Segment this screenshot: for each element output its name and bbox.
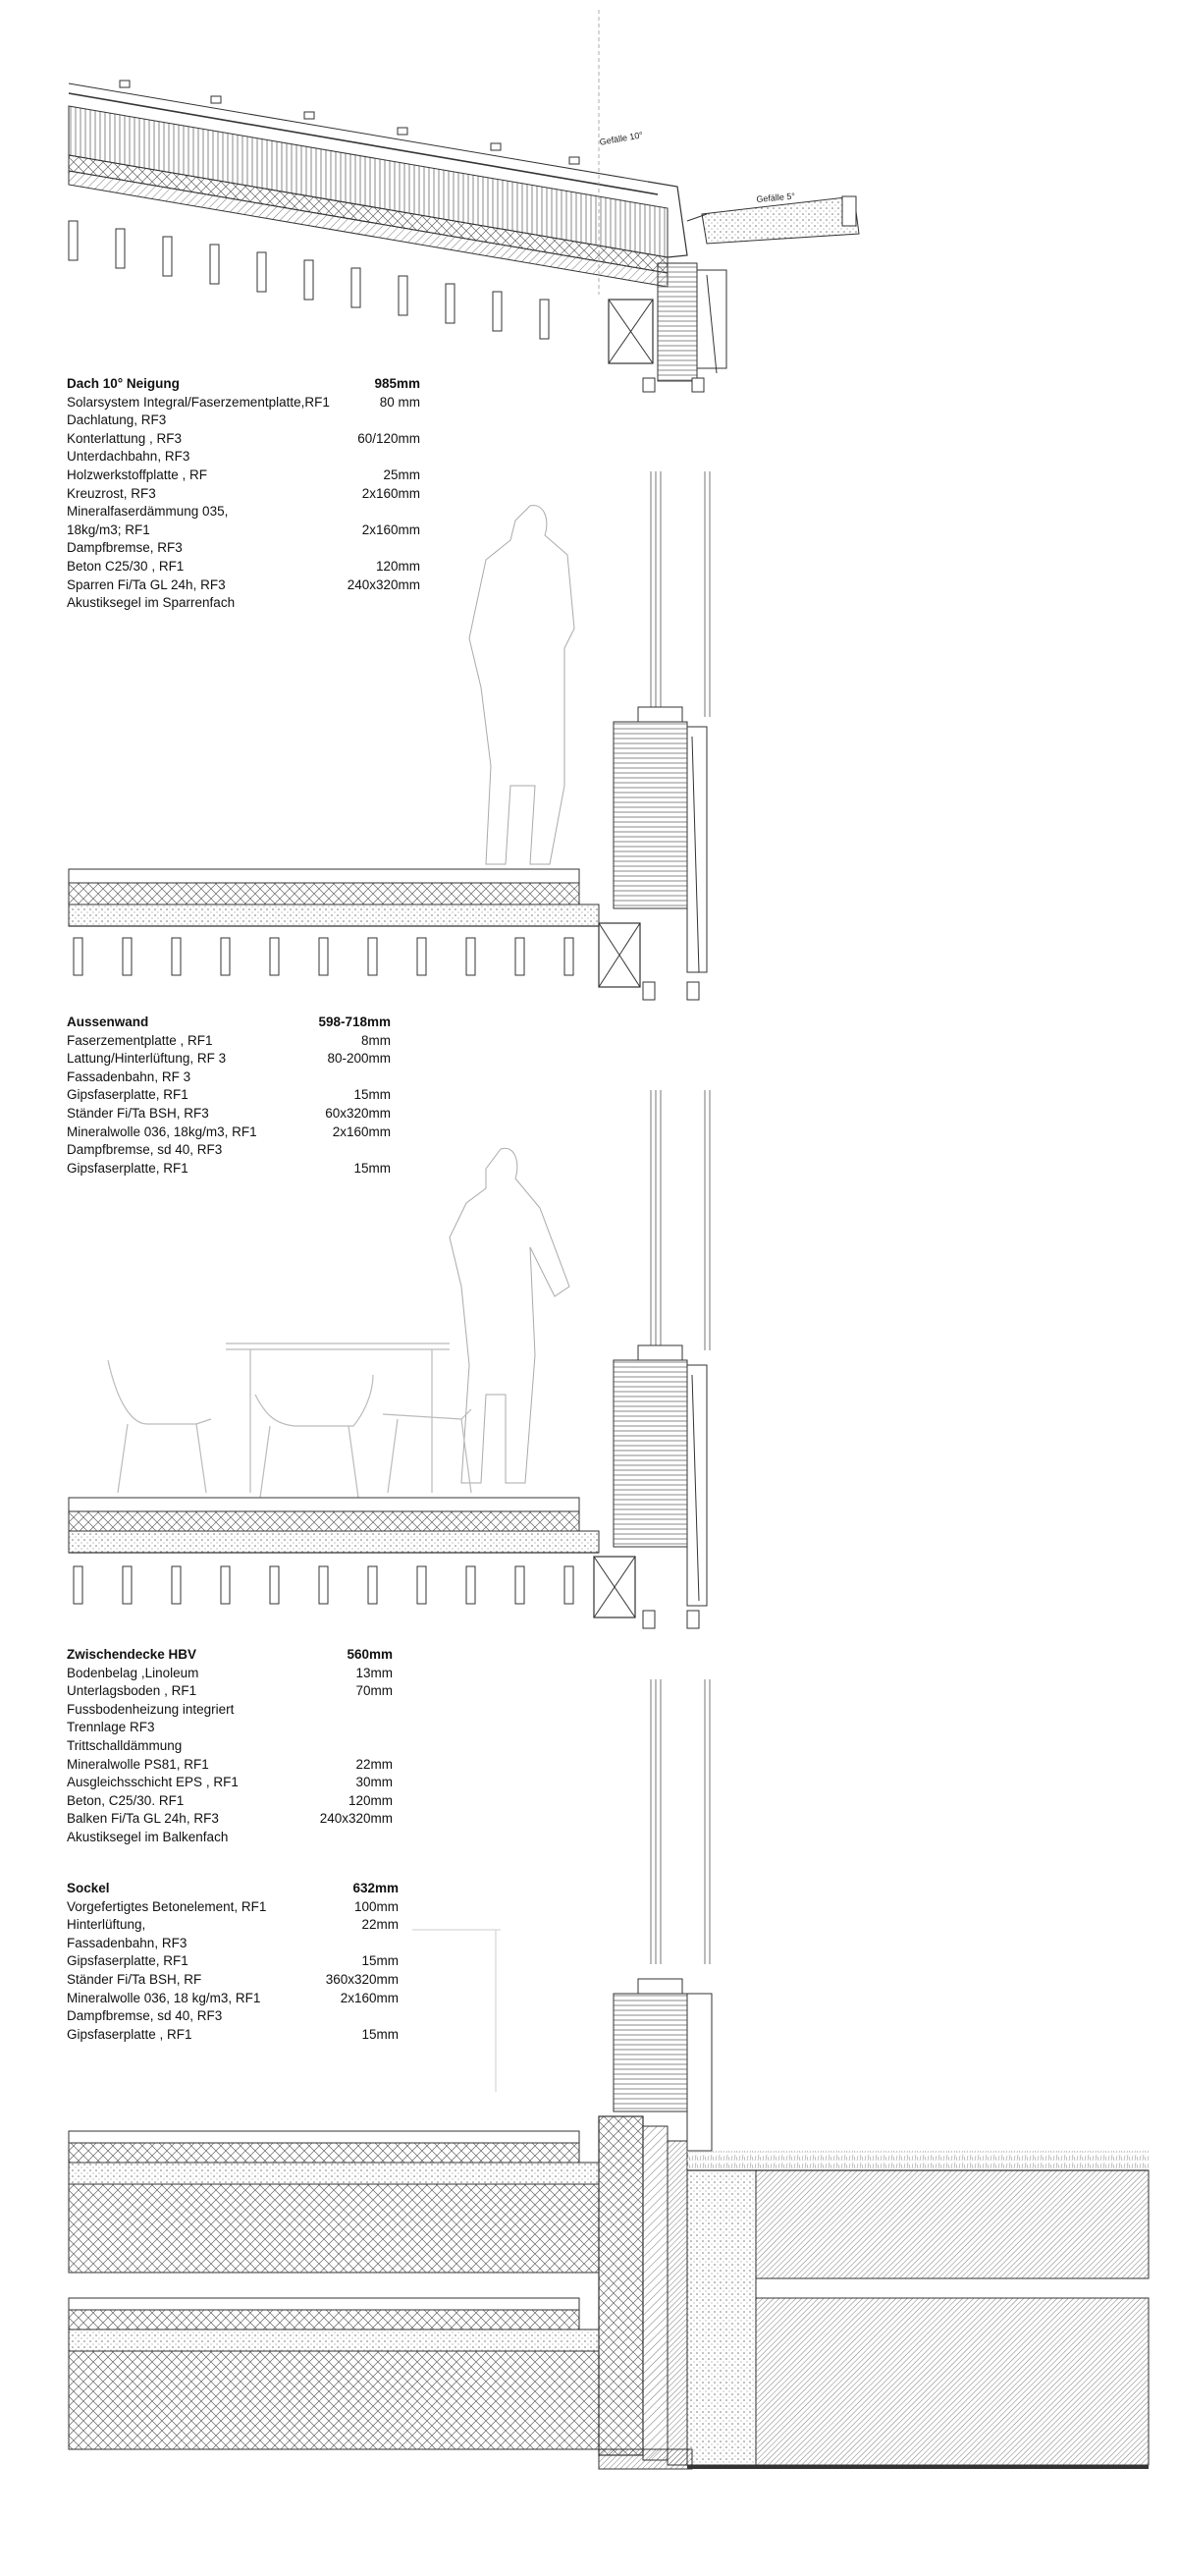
spec-row-value: 70mm (355, 1683, 393, 1699)
spec-row (67, 1756, 393, 1775)
middle-floor-slab (69, 1148, 707, 1628)
spec-wall (67, 1014, 391, 1178)
spec-roof-header (67, 375, 420, 394)
facade-glazing-lines (651, 471, 710, 1964)
spec-row-value: 80-200mm (327, 1051, 391, 1067)
roof-section (69, 81, 859, 392)
spec-row-label: Gipsfaserplatte , RF1 (67, 2026, 192, 2042)
spec-row-label: Ständer Fi/Ta BSH, RF3 (67, 1105, 209, 1121)
spec-row-label: Bodenbelag ,Linoleum (67, 1665, 199, 1680)
spec-row-label: Unterdachbahn, RF3 (67, 449, 190, 465)
spec-row (67, 448, 420, 466)
spec-row-value: 15mm (361, 2026, 399, 2042)
spec-row-label: Gipsfaserplatte, RF1 (67, 1087, 188, 1103)
spec-base-header (67, 1880, 399, 1898)
spec-row-value: 240x320mm (347, 576, 420, 592)
spec-floor (67, 1646, 393, 1847)
spec-row (67, 1810, 393, 1829)
spec-base (67, 1880, 399, 2044)
spec-row-label: Unterlagsboden , RF1 (67, 1683, 197, 1699)
spec-row-value: 2x160mm (361, 521, 420, 537)
spec-row-label: Dampfbremse, sd 40, RF3 (67, 1142, 223, 1158)
spec-row-value: 360x320mm (325, 1971, 399, 1987)
spec-row-label: Dampfbremse, RF3 (67, 540, 183, 556)
spec-row-label: Sparren Fi/Ta GL 24h, RF3 (67, 576, 226, 592)
spec-row (67, 1105, 391, 1124)
spec-row (67, 1665, 393, 1683)
spec-row (67, 1086, 391, 1105)
spec-row-label: Fassadenbahn, RF 3 (67, 1069, 191, 1084)
spec-row (67, 1682, 393, 1701)
spec-row-label: Beton, C25/30. RF1 (67, 1792, 185, 1808)
spec-row (67, 1971, 399, 1990)
spec-row (67, 1160, 391, 1178)
spec-row-label: Akustiksegel im Balkenfach (67, 1829, 229, 1844)
canopy-slope-label: Gefälle 5° (756, 191, 796, 204)
spec-row-value: 2x160mm (332, 1124, 391, 1139)
spec-row-label: Mineralfaserdämmung 035, (67, 504, 229, 520)
spec-row (67, 1141, 391, 1160)
spec-row (67, 394, 420, 412)
spec-row (67, 521, 420, 540)
main-roof-slope-label: Gefälle 10° (599, 130, 644, 147)
spec-row-label: Hinterlüftung, (67, 1917, 146, 1933)
spec-row-value: 22mm (355, 1756, 393, 1772)
spec-row-label: Trittschalldämmung (67, 1737, 183, 1753)
spec-wall-total: 598-718mm (318, 1014, 391, 1029)
spec-row (67, 558, 420, 576)
spec-row-value: 60x320mm (325, 1105, 391, 1121)
spec-row (67, 1829, 393, 1847)
spec-row-label: Faserzementplatte , RF1 (67, 1032, 213, 1048)
spec-row-label: Kreuzrost, RF3 (67, 485, 156, 501)
spec-row (67, 1719, 393, 1737)
spec-row-value: 100mm (353, 1898, 399, 1914)
spec-row-label: Gipsfaserplatte, RF1 (67, 1160, 188, 1176)
spec-row-value: 15mm (361, 1953, 399, 1969)
spec-row (67, 594, 420, 613)
spec-row-value: 8mm (361, 1032, 391, 1048)
spec-row-label: Dampfbremse, sd 40, RF3 (67, 2008, 223, 2024)
spec-wall-header (67, 1014, 391, 1032)
spec-row (67, 1069, 391, 1087)
spec-row (67, 1737, 393, 1756)
spec-floor-header (67, 1646, 393, 1665)
spec-row (67, 1050, 391, 1069)
spec-row-value: 2x160mm (340, 1990, 399, 2005)
spec-floor-title: Zwischendecke HBV (67, 1647, 197, 1662)
spec-row (67, 1032, 391, 1051)
spec-base-title: Sockel (67, 1881, 110, 1895)
spec-row-label: Mineralwolle PS81, RF1 (67, 1756, 209, 1772)
spec-row-label: Holzwerkstoffplatte , RF (67, 466, 208, 482)
spec-row-label: Ausgleichsschicht EPS , RF1 (67, 1775, 239, 1790)
spec-row-value: 30mm (355, 1775, 393, 1790)
spec-row-value: 120mm (348, 1792, 393, 1808)
spec-row (67, 2007, 399, 2026)
spec-roof-title: Dach 10° Neigung (67, 376, 180, 391)
spec-floor-total: 560mm (347, 1647, 393, 1662)
spec-row-label: Trennlage RF3 (67, 1720, 155, 1735)
spec-row-label: Gipsfaserplatte, RF1 (67, 1953, 188, 1969)
spec-row-label: Mineralwolle 036, 18kg/m3, RF1 (67, 1124, 257, 1139)
spec-row (67, 485, 420, 504)
spec-row (67, 1990, 399, 2008)
spec-row-label: Beton C25/30 , RF1 (67, 558, 185, 574)
spec-row-value: 60/120mm (357, 430, 420, 446)
spec-row-label: Fussbodenheizung integriert (67, 1701, 235, 1717)
spec-row-label: Solarsystem Integral/Faserzementplatte,RF1 (67, 394, 330, 410)
spec-row (67, 1935, 399, 1953)
spec-row-label: Vorgefertigtes Betonelement, RF1 (67, 1898, 267, 1914)
spec-row-value: 25mm (383, 466, 420, 482)
spec-roof (67, 375, 420, 613)
spec-wall-title: Aussenwand (67, 1014, 149, 1029)
spec-row (67, 1701, 393, 1720)
spec-row-label: Balken Fi/Ta GL 24h, RF3 (67, 1811, 219, 1827)
spec-row-label: 18kg/m3; RF1 (67, 521, 150, 537)
spec-row-label: Ständer Fi/Ta BSH, RF (67, 1971, 202, 1987)
spec-row-label: Akustiksegel im Sparrenfach (67, 595, 236, 611)
spec-row (67, 1774, 393, 1792)
spec-roof-total: 985mm (374, 376, 420, 391)
spec-row (67, 430, 420, 449)
spec-row-value: 2x160mm (361, 485, 420, 501)
spec-row (67, 1792, 393, 1811)
spec-row (67, 1898, 399, 1917)
spec-row (67, 539, 420, 558)
spec-row-value: 240x320mm (319, 1811, 393, 1827)
spec-row (67, 2026, 399, 2045)
spec-row (67, 1916, 399, 1935)
spec-row (67, 576, 420, 595)
spec-row-value: 80 mm (379, 394, 420, 410)
spec-base-total: 632mm (352, 1881, 399, 1895)
spec-row-label: Konterlattung , RF3 (67, 430, 183, 446)
spec-row (67, 1124, 391, 1142)
spec-row (67, 503, 420, 521)
spec-row-label: Dachlatung, RF3 (67, 412, 167, 428)
spec-row (67, 466, 420, 485)
spec-row-value: 15mm (353, 1160, 391, 1176)
spec-row-value: 13mm (355, 1665, 393, 1680)
spec-row-value: 15mm (353, 1087, 391, 1103)
spec-row-label: Mineralwolle 036, 18 kg/m3, RF1 (67, 1990, 261, 2005)
spec-row-label: Lattung/Hinterlüftung, RF 3 (67, 1051, 227, 1067)
spec-row-value: 22mm (361, 1917, 399, 1933)
spec-row-label: Fassadenbahn, RF3 (67, 1935, 187, 1950)
spec-row (67, 411, 420, 430)
spec-row (67, 1952, 399, 1971)
spec-row-value: 120mm (375, 558, 420, 574)
